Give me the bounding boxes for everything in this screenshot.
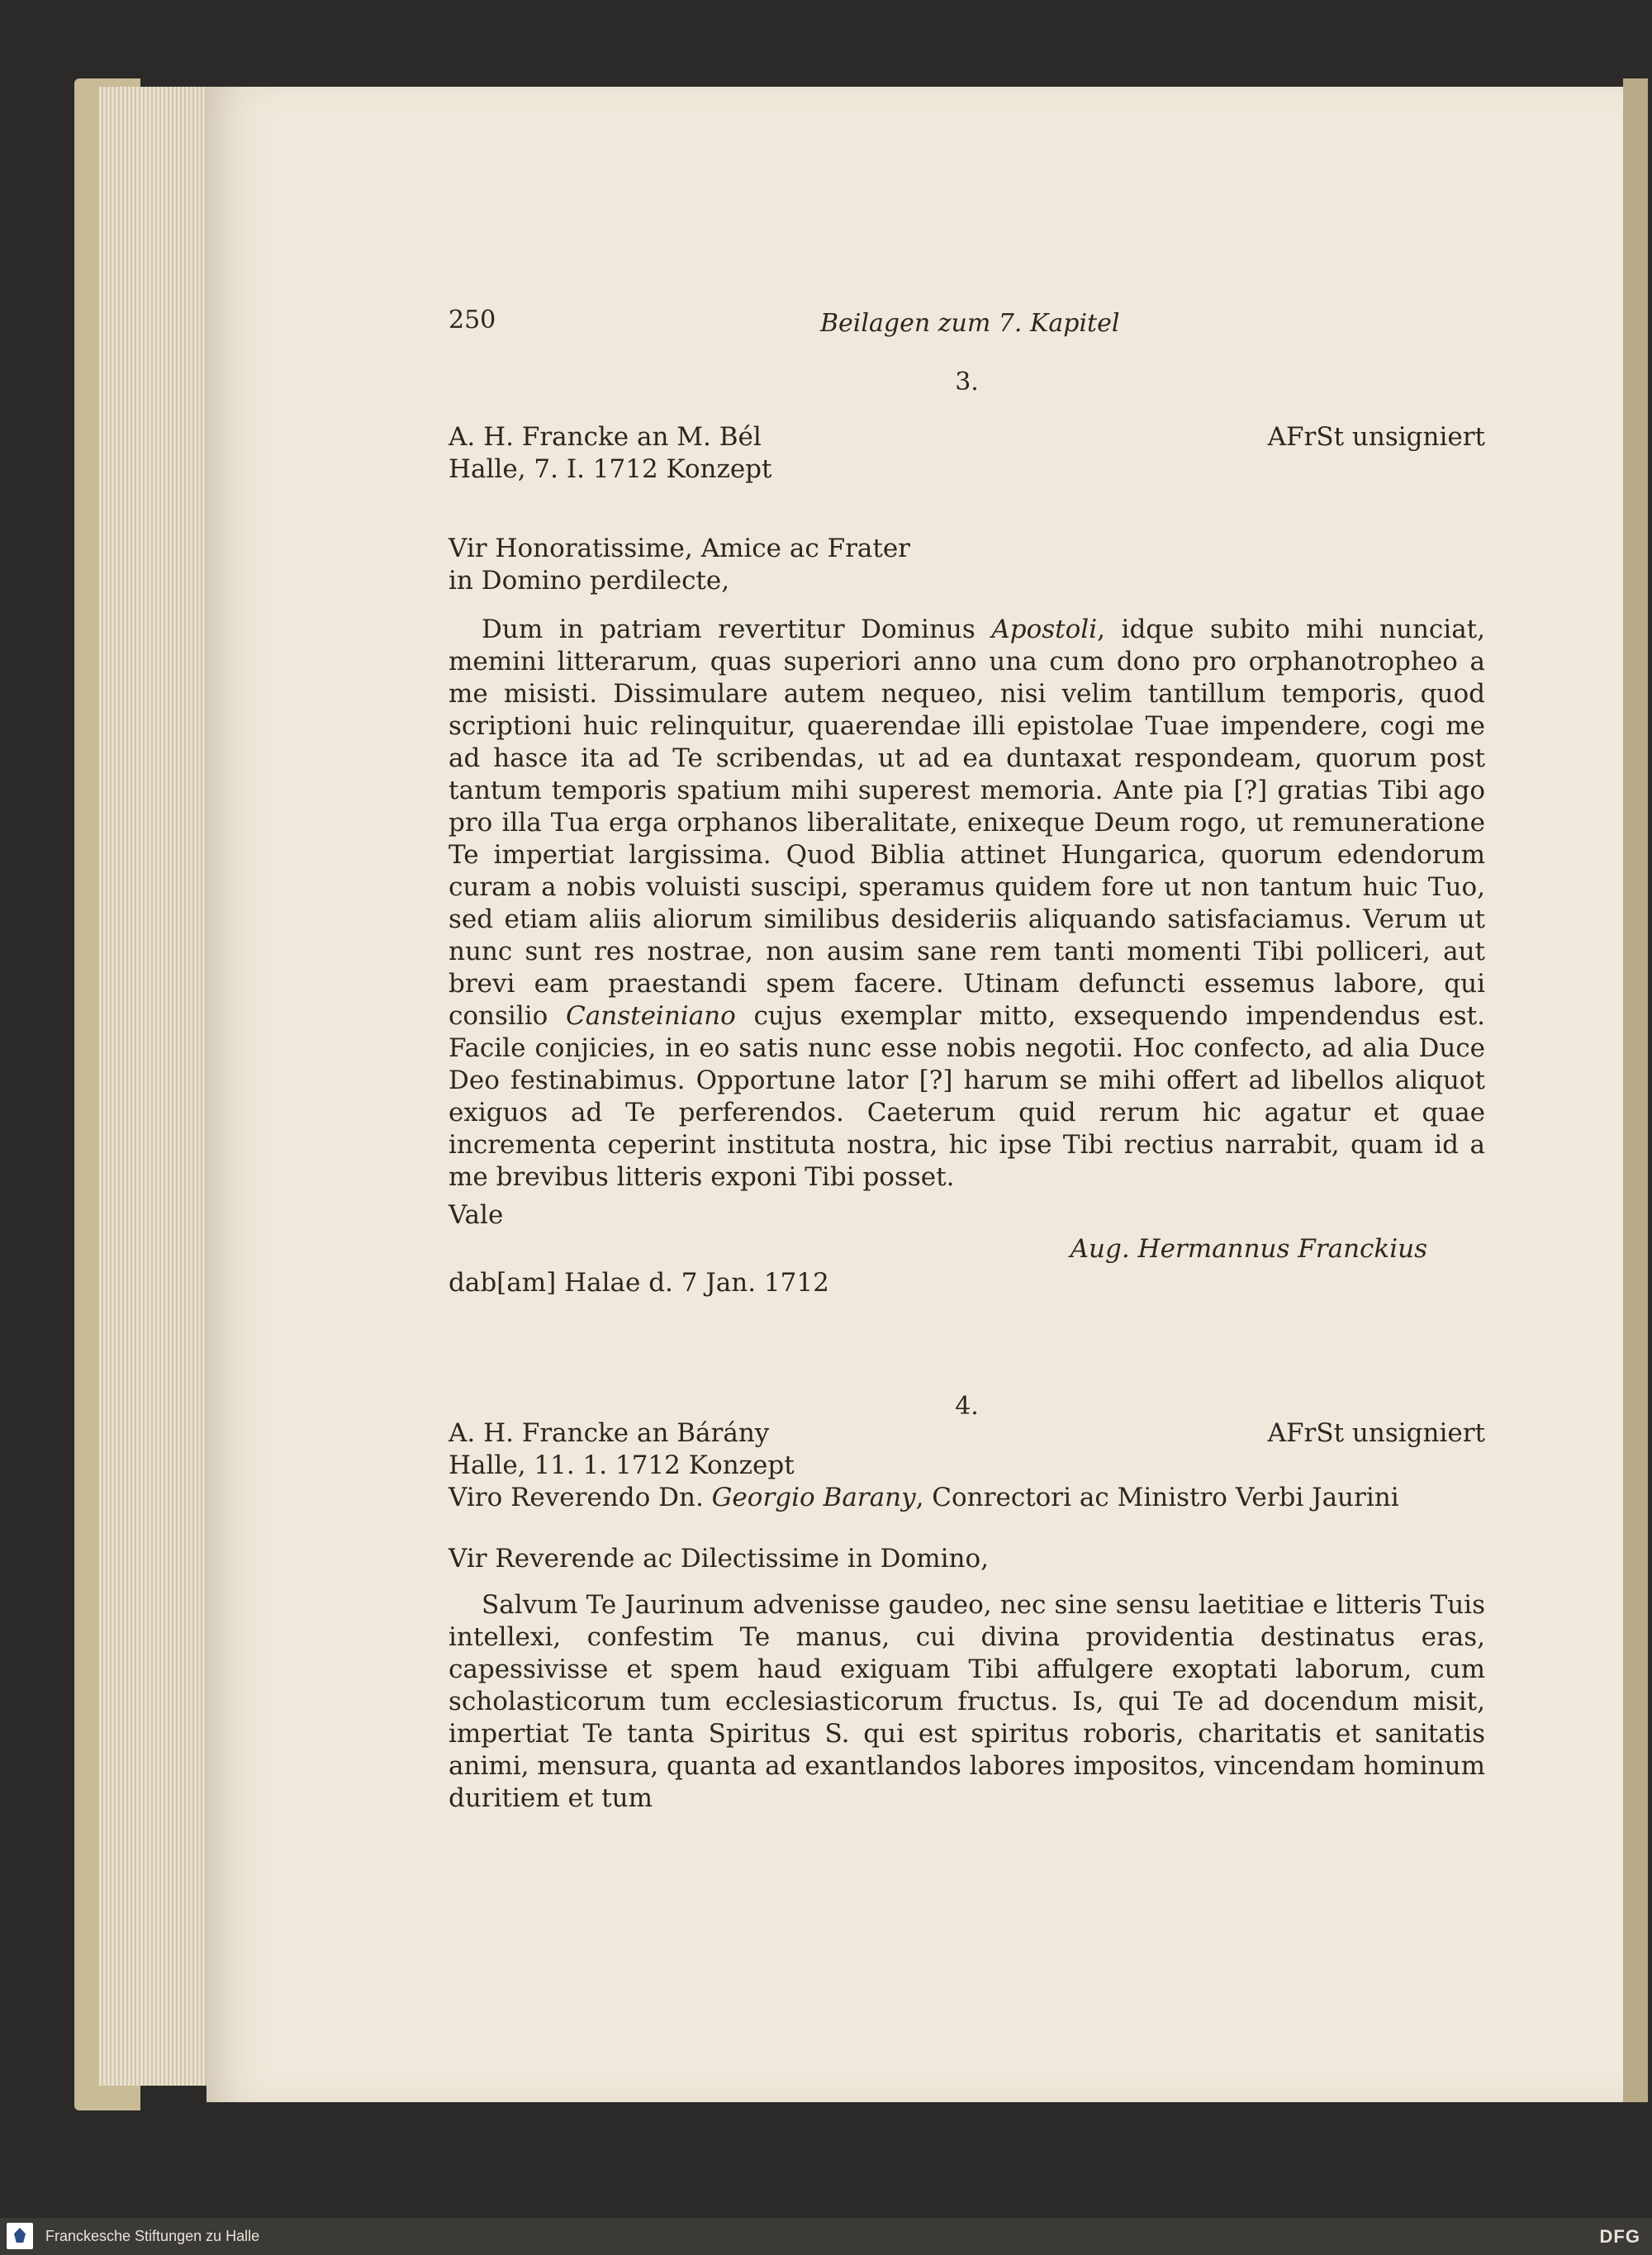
archive-reference: AFrSt unsigniert — [1267, 1418, 1485, 1448]
viewer-footer — [0, 2218, 1652, 2255]
institution-logo-icon — [7, 2223, 33, 2249]
letter-date-line: dab[am] Halae d. 7 Jan. 1712 — [449, 1268, 829, 1298]
body-text: Dum in patriam revertitur Dominus — [482, 615, 992, 644]
salutation: Vir Reverende ac Dilectissime in Domino, — [449, 1544, 989, 1574]
salutation-line: in Domino perdilecte, — [449, 566, 730, 596]
running-title: Beilagen zum 7. Kapitel — [820, 309, 1120, 338]
body-text: , idque subito mihi nunciat, memini litterarum, quas superiori anno una cum dono pro orphanotropheo a me misisti. Dissimulare autem nequeo, nisi velim tantillum temporis, quod scriptioni huic relinquitur, quaerendae illi epistolae Tuae impendere, cogi me ad hasce ita ad Te scribendas, ut ad ea duntaxat respondeam, quorum post tantum temporis spatium mihi superest memoria. Ante pia [?] gratias Tibi ago pro illa Tua erga orphanos liberalitate, enixeque Deum rogo, ut remuneratione Te impertiat largissima. Quod Biblia attinet Hungarica, quorum edendorum curam a nobis voluisti suscipi, speramus quidem fore ut non tantum huic Tuo, sed etiam aliis aliorum similibus desideriis aliquando satisfaciamus. Verum ut nunc sunt res nostrae, non ausim sane rem tanti momenti Tibi polliceri, aut brevi eam praestandi spem facere. Utinam defuncti essemus labore, qui consilio — [449, 615, 1485, 1031]
address-text: , Conrectori ac Ministro Verbi Jaurini — [915, 1483, 1399, 1512]
salutation — [449, 533, 1485, 597]
letter-place-date: Halle, 11. 1. 1712 Konzept — [449, 1450, 795, 1480]
letter-header — [449, 421, 1485, 486]
letter-body — [449, 614, 1485, 1194]
vale: Vale — [449, 1200, 504, 1230]
letter-closing — [449, 1199, 1485, 1299]
book-cover-right — [1623, 78, 1648, 2102]
address-text: Viro Reverendo Dn. — [449, 1483, 712, 1512]
page-number: 250 — [449, 306, 496, 335]
letter-header — [449, 1417, 1485, 1514]
page-stack-edges — [99, 87, 211, 2086]
letter-address — [449, 1482, 1485, 1514]
salutation-line: Vir Honoratissime, Amice ac Frater — [449, 534, 910, 563]
letter-place-date: Halle, 7. I. 1712 Konzept — [449, 454, 772, 484]
body-text: cujus exemplar mitto, exsequendo impendendus est. Facile conjicies, in eo satis nunc esse nobis negotii. Hoc confecto, ad alia Duce Deo festinabimus. Opportune lator [?] harum se mihi offert ad libellos aliquot exiguos ad Te perferendos. Caeterum quid rerum hic agatur et quae incrementa ceperint instituta nostra, hic ipse Tibi rectius narrabit, quam id a me brevibus litteris exponi Tibi posset. — [449, 1001, 1485, 1192]
letter-number: 3. — [955, 368, 979, 396]
running-header — [449, 306, 1440, 347]
letter-sender-recipient: A. H. Francke an Bárány — [449, 1418, 770, 1448]
archive-reference: AFrSt unsigniert — [1267, 422, 1485, 452]
address-text-italic: Georgio Barany — [711, 1483, 916, 1512]
institution-name: Franckesche Stiftungen zu Halle — [45, 2228, 260, 2244]
letter-number: 4. — [955, 1392, 979, 1421]
body-text-italic: Cansteiniano — [566, 1001, 736, 1031]
signature: Aug. Hermannus Franckius — [1070, 1234, 1427, 1264]
body-text-italic: Apostoli — [991, 615, 1098, 644]
letter-sender-recipient: A. H. Francke an M. Bél — [449, 422, 762, 452]
dfg-logo: DFG — [1599, 2226, 1640, 2247]
body-text: Salvum Te Jaurinum advenisse gaudeo, nec sine sensu laetitiae e litteris Tuis intellexi, confestim Te manus, cui divina providentia destinatus eras, capessivisse et spem haud exiguam Tibi affulgere exoptati laborum, cum scholasticorum tum ecclesiasticorum fructus. Is, qui Te ad docendum misit, impertiat Te tanta Spiritus S. qui est spiritus roboris, charitatis et sanitatis animi, mensura, quanta ad exantlandos labores impositos, vincendam hominum duritiem et tum — [449, 1590, 1485, 1813]
letter-body — [449, 1589, 1485, 1815]
